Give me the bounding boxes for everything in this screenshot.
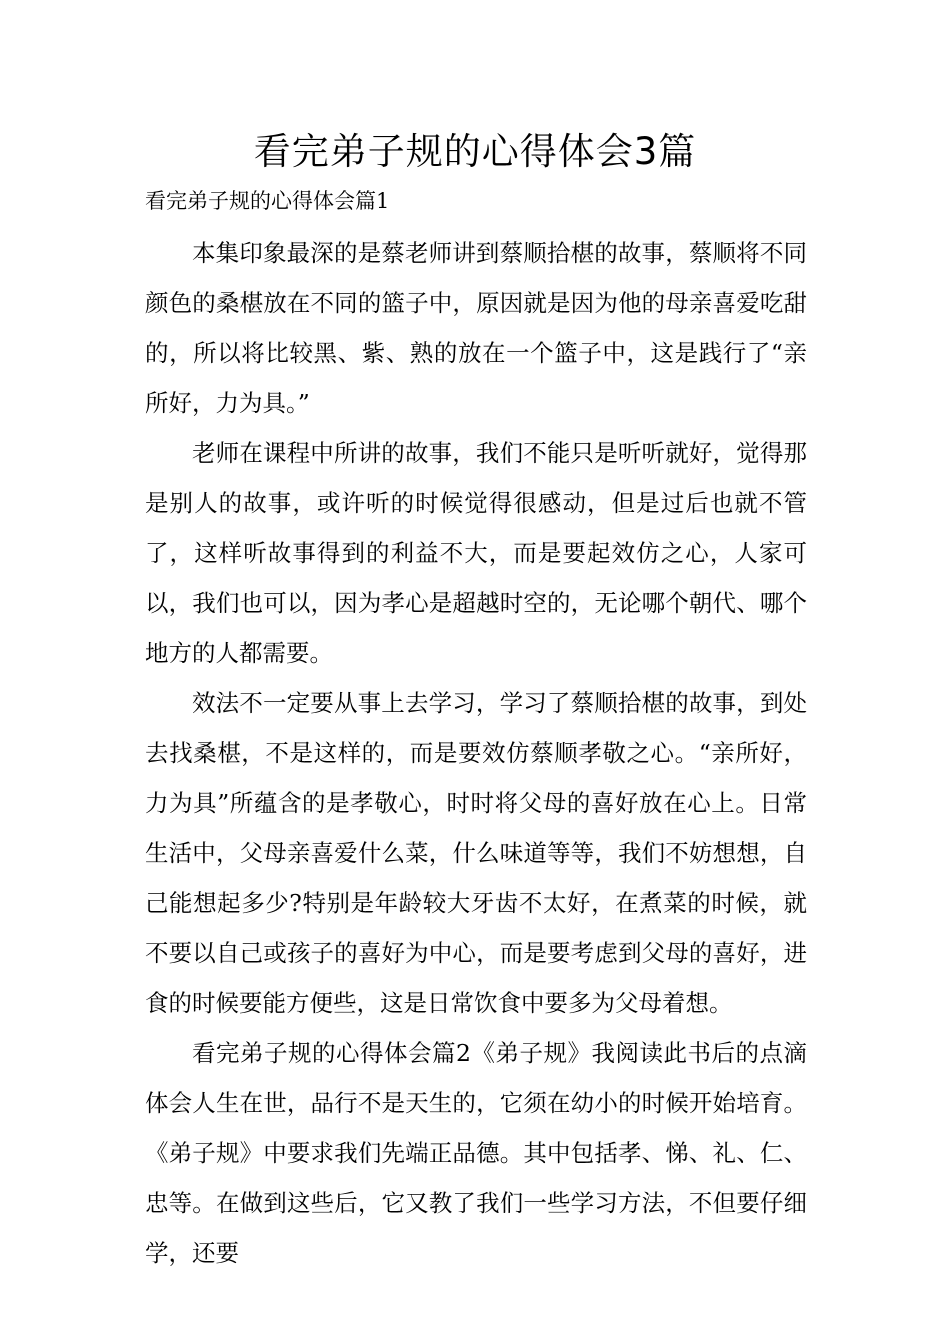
paragraph: 本集印象最深的是蔡老师讲到蔡顺拾椹的故事，蔡顺将不同颜色的桑椹放在不同的篮子中，原因就是因为他的母亲喜爱吃甜的，所以将比较黑、紫、熟的放在一个篮子中，这是践行了“亲所好，力为具。” [145,239,807,417]
document-title: 看完弟子规的心得体会3篇 [253,130,697,173]
paragraph: 效法不一定要从事上去学习，学习了蔡顺拾椹的故事，到处去找桑椹，不是这样的，而是要效仿蔡顺孝敬之心。“亲所好，力为具”所蕴含的是孝敬心，时时将父母的喜好放在心上。日常生活中，父母亲喜爱什么菜，什么味道等等，我们不妨想想，自己能想起多少?特别是年龄较大牙齿不太好，在煮菜的时候，就不要以自己或孩子的喜好为中心，而是要考虑到父母的喜好，进食的时候要能方便些，这是日常饮食中要多为父母着想。 [145,689,807,1017]
paragraph: 老师在课程中所讲的故事，我们不能只是听听就好，觉得那是别人的故事，或许听的时候觉得很感动，但是过后也就不管了，这样听故事得到的利益不大，而是要起效仿之心，人家可以，我们也可以，因为孝心是超越时空的，无论哪个朝代、哪个地方的人都需要。 [145,439,807,667]
document-body [145,228,807,1278]
paragraph: 看完弟子规的心得体会篇2《弟子规》我阅读此书后的点滴体会人生在世，品行不是天生的，它须在幼小的时候开始培育。《弟子规》中要求我们先端正品德。其中包括孝、悌、礼、仁、忠等。在做到这些后，它又教了我们一些学习方法，不但要仔细学，还要 [145,1039,807,1267]
section-heading: 看完弟子规的心得体会篇1 [145,189,390,213]
